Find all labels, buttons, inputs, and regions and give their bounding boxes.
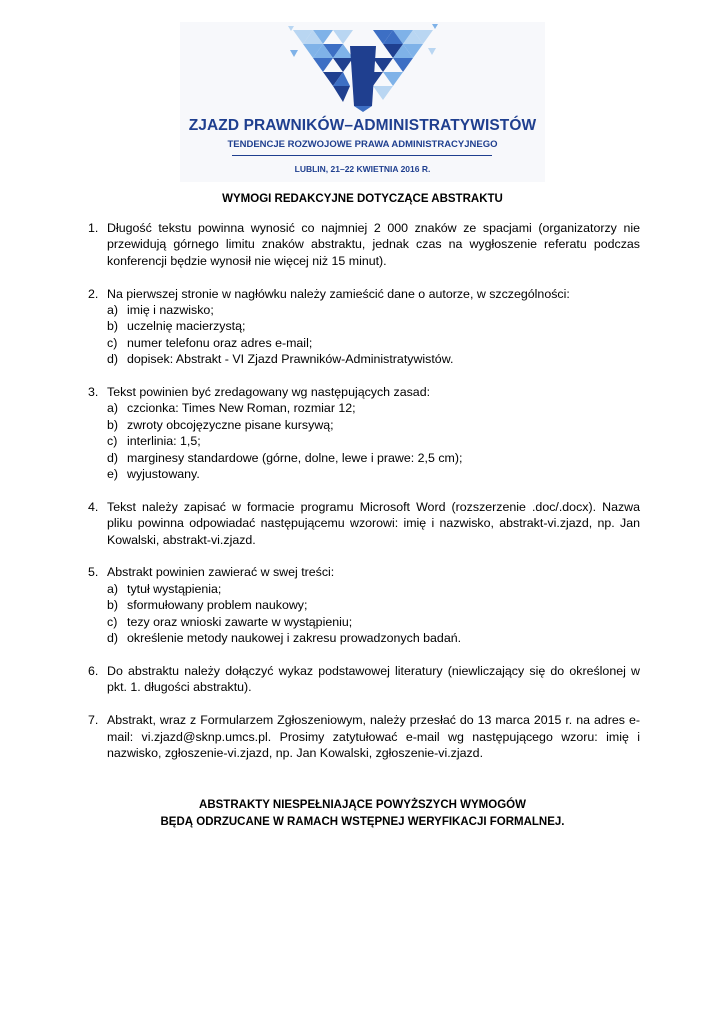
requirement-text: Abstrakt powinien zawierać w swej treści:: [107, 565, 335, 580]
requirement-item: [88, 220, 640, 269]
requirement-number: 6.: [88, 663, 99, 678]
rejection-notice-line2: BĘDĄ ODRZUCANE W RAMACH WSTĘPNEJ WERYFIKACJI FORMALNEJ.: [160, 816, 565, 828]
requirement-item: [88, 564, 640, 646]
requirement-item: [88, 286, 640, 368]
sub-item: c) numer telefonu oraz adres e-mail;: [107, 335, 313, 350]
requirement-text: Do abstraktu należy dołączyć wykaz podstawowej literatury (niewliczający się do określonej w pkt. 1. długości abstraktu).: [107, 663, 640, 695]
conference-title: ZJAZD PRAWNIKÓW–ADMINISTRATYWISTÓW: [188, 117, 537, 134]
sub-item: a) czcionka: Times New Roman, rozmiar 12;: [107, 401, 356, 416]
sub-item: d) marginesy standardowe (górne, dolne, lewe i prawe: 2,5 cm);: [107, 450, 463, 465]
sub-item: c) tezy oraz wnioski zawarte w wystąpieniu;: [107, 614, 353, 629]
conference-date: LUBLIN, 21–22 KWIETNIA 2016 R.: [294, 164, 431, 174]
requirement-item: [88, 499, 640, 548]
requirement-number: 1.: [88, 221, 99, 235]
sub-item: e) wyjustowany.: [107, 467, 200, 482]
requirement-text: Abstrakt, wraz z Formularzem Zgłoszeniowym, należy przesłać do 13 marca 2015 r. na adres e-mail: vi.zjazd@sknp.umcs.pl. Prosimy zatytułować e-mail wg następującego wzoru: imię i nazwisko, zgłoszenie-vi.zjazd, np. Jan Kowalski, zgłoszenie-vi.zjazd.: [107, 713, 640, 760]
sub-item: b) zwroty obcojęzyczne pisane kursywą;: [107, 417, 334, 432]
requirement-item: [88, 712, 640, 761]
requirement-text: Tekst należy zapisać w formacie programu Microsoft Word (rozszerzenie .doc/.docx). Nazwa pliku powinna odpowiadać następującemu wzorowi: imię i nazwisko, abstrakt-vi.zjazd, np. Jan Kowalski, abstrakt-vi.zjazd.: [107, 499, 640, 547]
requirement-number: 2.: [88, 286, 99, 301]
document-title: WYMOGI REDAKCYJNE DOTYCZĄCE ABSTRAKTU: [222, 193, 503, 205]
requirement-number: 3.: [88, 385, 99, 400]
conference-subtitle: TENDENCJE ROZWOJOWE PRAWA ADMINISTRACYJNEGO: [227, 139, 498, 150]
sub-item: b) uczelnię macierzystą;: [107, 319, 246, 334]
requirement-number: 7.: [88, 713, 99, 728]
sub-item: d) dopisek: Abstrakt - VI Zjazd Prawników-Administratywistów.: [107, 352, 454, 367]
sub-item: a) tytuł wystąpienia;: [107, 581, 222, 596]
sub-item: a) imię i nazwisko;: [107, 303, 214, 318]
requirement-text: Długość tekstu powinna wynosić co najmniej 2 000 znaków ze spacjami (organizatorzy nie przewidują górnego limitu znaków abstraktu, jednak czas na wygłoszenie referatu podczas konferencji będzie wynosił nie więcej niż 15 minut).: [107, 221, 640, 268]
sub-item: d) określenie metody naukowej i zakresu prowadzonych badań.: [107, 631, 462, 646]
rejection-notice-line1: ABSTRAKTY NIESPEŁNIAJĄCE POWYŻSZYCH WYMOGÓW: [199, 799, 526, 811]
requirement-number: 5.: [88, 565, 99, 580]
conference-header: [180, 22, 545, 182]
requirement-item: [88, 663, 640, 696]
requirement-number: 4.: [88, 499, 99, 514]
sub-item: b) sformułowany problem naukowy;: [107, 598, 308, 613]
sub-item: c) interlinia: 1,5;: [107, 434, 201, 449]
requirement-text: Tekst powinien być zredagowany wg następujących zasad:: [107, 385, 431, 400]
rejection-notice: [0, 797, 725, 831]
conference-logo-icon: [288, 22, 438, 114]
requirement-text: Na pierwszej stronie w nagłówku należy zamieścić dane o autorze, w szczególności:: [107, 286, 570, 301]
requirements-list: [88, 220, 640, 778]
requirement-item: [88, 384, 640, 482]
header-divider: [232, 155, 492, 156]
